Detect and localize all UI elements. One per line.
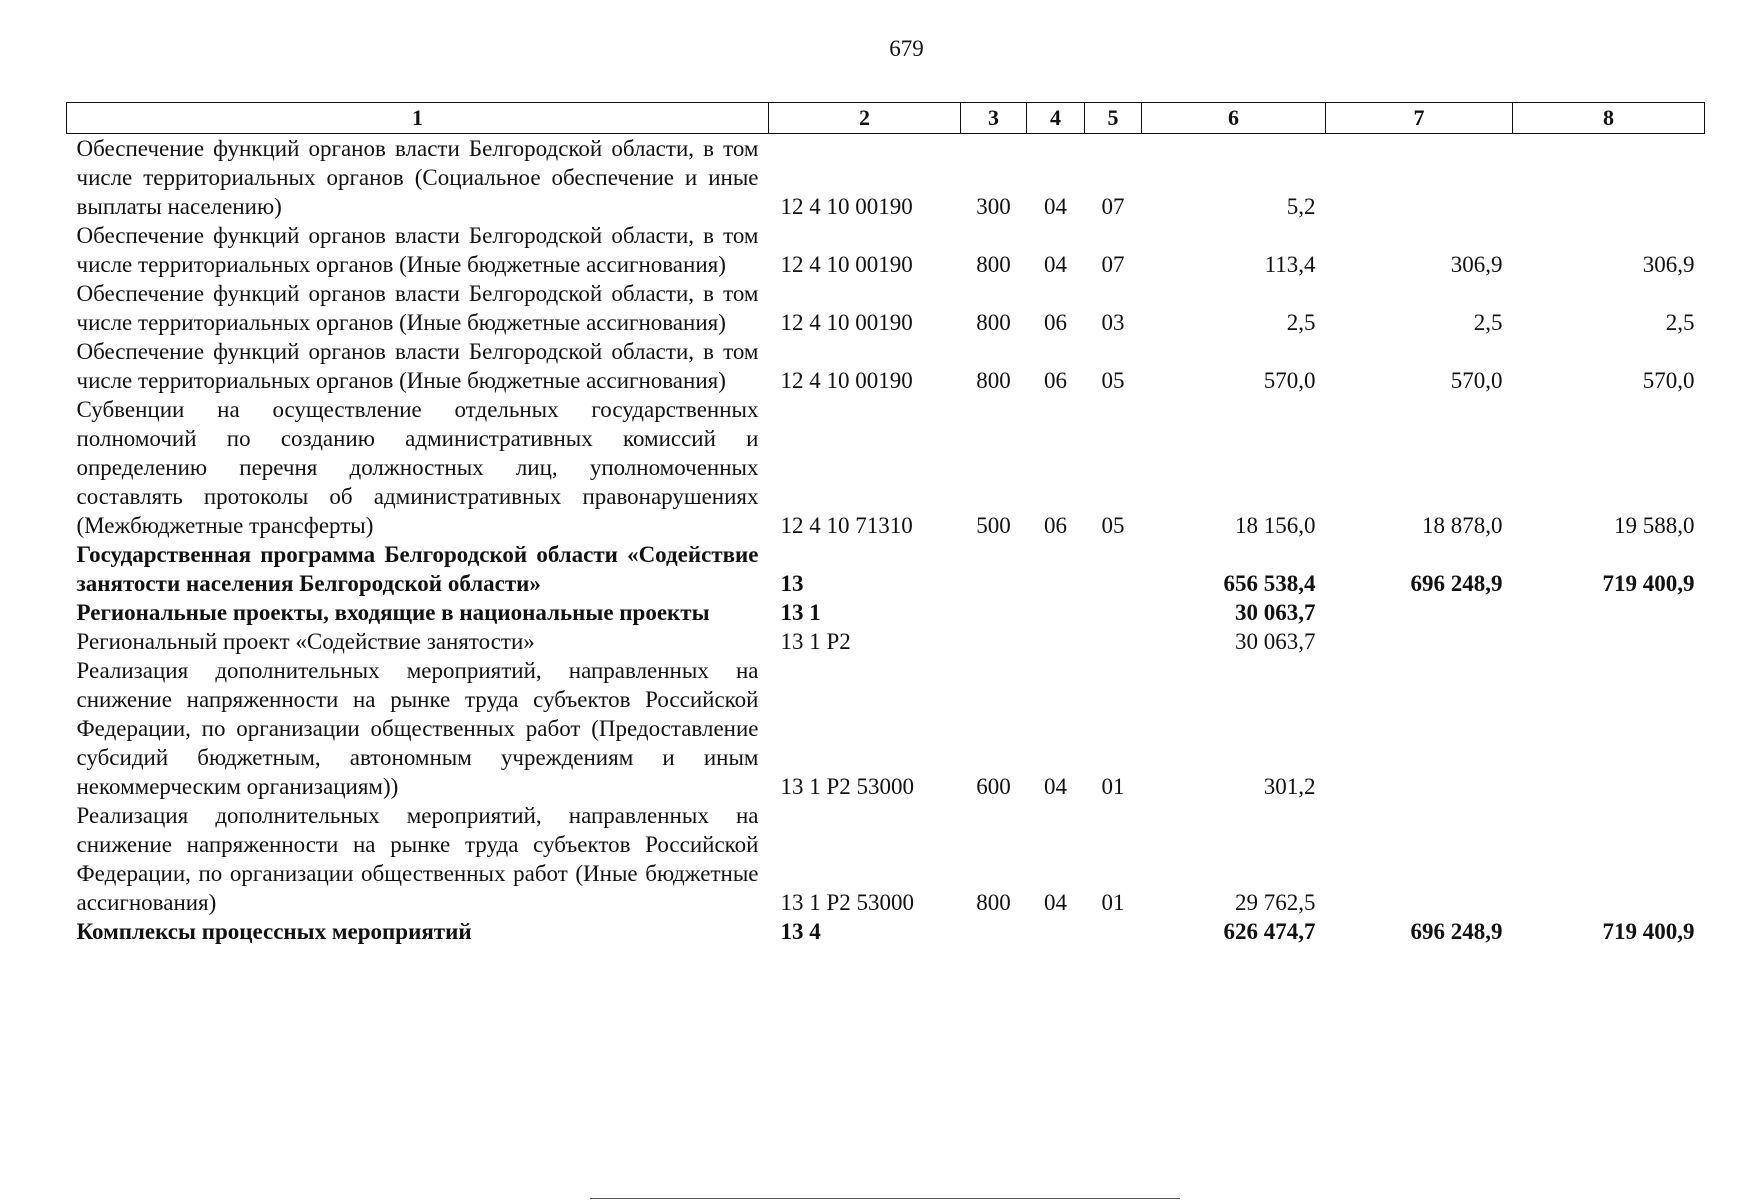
row-value-col8: 719 400,9 [1602,919,1695,944]
row-type-code [961,598,1027,627]
row-name: Региональный проект «Содействие занятости» [76,629,535,654]
row-name: Комплексы процессных мероприятий [76,919,472,944]
table-row [67,801,1705,917]
row-value-col8: 19 588,0 [1614,513,1695,538]
row-code: 13 1 [780,600,821,625]
row-value-col6: 570,0 [1263,368,1316,393]
row-name: Обеспечение функций органов власти Белгородской области, в том числе территориальных органов (Иные бюджетные ассигнования) [76,223,759,277]
row-type-code [961,540,1027,598]
page-number: 679 [889,36,924,61]
row-value-col6: 301,2 [1263,774,1316,799]
row-value-col8: 719 400,9 [1602,571,1695,596]
table-row [67,221,1705,279]
row-value-col6: 656 538,4 [1223,571,1316,596]
header-row [67,103,1705,134]
row-section: 06 [1044,368,1067,393]
row-subsection [1085,540,1142,598]
header-col-2: 2 [769,103,961,134]
row-value-col6: 626 474,7 [1223,919,1316,944]
row-value-col7 [1326,656,1513,801]
table-row [67,540,1705,598]
table-row [67,917,1705,946]
header-col-7: 7 [1326,103,1513,134]
row-section [1027,598,1085,627]
row-value-col8 [1513,801,1705,917]
row-code: 12 4 10 00190 [780,368,913,393]
row-section: 04 [1044,194,1067,219]
row-value-col8: 2,5 [1665,310,1695,335]
footer-divider [590,1198,1180,1199]
row-section: 04 [1044,252,1067,277]
row-value-col6: 30 063,7 [1235,600,1316,625]
row-value-col6: 18 156,0 [1235,513,1316,538]
row-subsection: 01 [1101,890,1125,915]
row-value-col8 [1513,134,1705,222]
row-section [1027,917,1085,946]
row-section: 04 [1044,774,1067,799]
row-value-col7: 696 248,9 [1410,571,1503,596]
row-value-col8 [1513,627,1705,656]
row-value-col7 [1326,627,1513,656]
row-value-col7: 696 248,9 [1410,919,1503,944]
row-name: Региональные проекты, входящие в национальные проекты [76,600,710,625]
row-value-col8: 570,0 [1642,368,1695,393]
row-type-code: 600 [976,774,1011,799]
row-name: Государственная программа Белгородской области «Содействие занятости населения Белгородской области» [76,542,759,596]
row-subsection: 03 [1101,310,1125,335]
row-code: 13 [780,571,804,596]
row-code: 13 1 Р2 53000 [780,890,915,915]
row-subsection: 07 [1101,194,1125,219]
row-value-col8 [1513,656,1705,801]
table-row [67,337,1705,395]
row-value-col8 [1513,598,1705,627]
row-value-col7 [1326,134,1513,222]
row-value-col7: 306,9 [1450,252,1503,277]
header-col-8: 8 [1513,103,1705,134]
row-value-col7 [1326,598,1513,627]
row-value-col6: 113,4 [1264,252,1316,277]
row-type-code [961,917,1027,946]
row-type-code [961,627,1027,656]
row-subsection [1085,627,1142,656]
row-value-col6: 2,5 [1286,310,1316,335]
header-col-6: 6 [1142,103,1326,134]
header-col-4: 4 [1027,103,1085,134]
row-section: 06 [1044,310,1067,335]
row-name: Реализация дополнительных мероприятий, направленных на снижение напряженности на рынке труда субъектов Российской Федерации, по организации общественных работ (Иные бюджетные ассигнования) [76,803,759,915]
row-name: Субвенции на осуществление отдельных государственных полномочий по созданию административных комиссий и определению перечня должностных лиц, уполномоченных составлять протоколы об административных правонарушениях (Межбюджетные трансферты) [76,397,759,538]
row-section: 04 [1044,890,1067,915]
row-type-code: 300 [976,194,1011,219]
row-value-col6: 30 063,7 [1235,629,1316,654]
row-subsection [1085,917,1142,946]
row-code: 13 1 Р2 [780,629,851,654]
table-row [67,395,1705,540]
row-code: 12 4 10 00190 [780,252,913,277]
table-body [67,134,1705,947]
row-section [1027,627,1085,656]
row-type-code: 500 [976,513,1011,538]
row-type-code: 800 [976,252,1011,277]
row-code: 12 4 10 71310 [780,513,913,538]
row-section: 06 [1044,513,1067,538]
row-value-col6: 5,2 [1286,194,1316,219]
row-subsection: 01 [1101,774,1125,799]
row-code: 13 1 Р2 53000 [780,774,915,799]
row-subsection [1085,598,1142,627]
row-name: Обеспечение функций органов власти Белгородской области, в том числе территориальных органов (Социальное обеспечение и иные выплаты населению) [76,136,759,219]
row-code: 13 4 [780,919,821,944]
row-section [1027,540,1085,598]
row-type-code: 800 [976,368,1011,393]
row-type-code: 800 [976,890,1011,915]
row-subsection: 05 [1101,513,1125,538]
row-code: 12 4 10 00190 [780,194,913,219]
table-row [67,656,1705,801]
row-value-col6: 29 762,5 [1235,890,1316,915]
row-subsection: 05 [1101,368,1125,393]
row-type-code: 800 [976,310,1011,335]
table-row [67,627,1705,656]
header-col-5: 5 [1085,103,1142,134]
row-value-col8: 306,9 [1642,252,1695,277]
header-col-3: 3 [961,103,1027,134]
row-code: 12 4 10 00190 [780,310,913,335]
header-col-1: 1 [67,103,769,134]
row-value-col7: 2,5 [1473,310,1503,335]
row-name: Обеспечение функций органов власти Белгородской области, в том числе территориальных органов (Иные бюджетные ассигнования) [76,339,759,393]
budget-table [66,102,1705,946]
table-row [67,134,1705,222]
row-value-col7 [1326,801,1513,917]
table-row [67,279,1705,337]
table-row [67,598,1705,627]
row-name: Обеспечение функций органов власти Белгородской области, в том числе территориальных органов (Иные бюджетные ассигнования) [76,281,759,335]
row-value-col7: 18 878,0 [1422,513,1503,538]
row-subsection: 07 [1101,252,1125,277]
row-value-col7: 570,0 [1450,368,1503,393]
row-name: Реализация дополнительных мероприятий, направленных на снижение напряженности на рынке труда субъектов Российской Федерации, по организации общественных работ (Предоставление субсидий бюджетным, автономным учреждениям и иным некоммерческим организациям)) [76,658,759,799]
